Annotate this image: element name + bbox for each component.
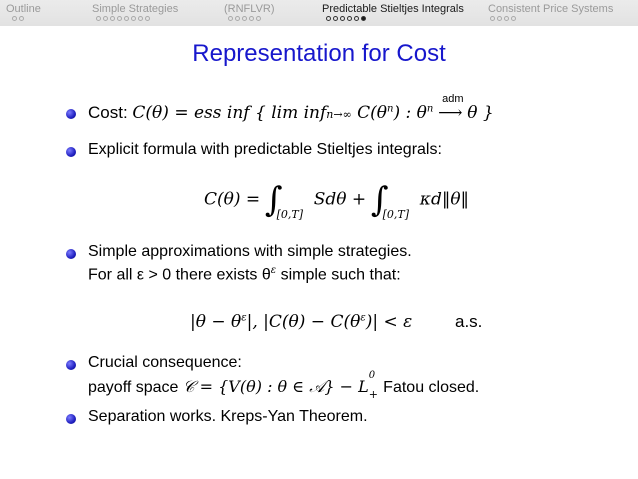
crucial-line1: Crucial consequence: xyxy=(88,354,242,371)
nav-dot-icon[interactable] xyxy=(333,16,338,21)
bullet-icon xyxy=(66,360,76,370)
crucial-line2a: payoff space xyxy=(88,379,179,396)
cost-formula-sup2: n xyxy=(426,103,434,115)
integral-sign-2: ∫ xyxy=(370,180,389,220)
cost-formula-sup: n xyxy=(387,103,394,115)
nav-dot-icon[interactable] xyxy=(347,16,352,21)
nav-dot-icon[interactable] xyxy=(96,16,101,21)
cost-formula-mid: C(θ xyxy=(351,103,388,123)
nav-item-outline[interactable]: Outline xyxy=(6,3,41,15)
nav-dot-icon[interactable] xyxy=(12,16,17,21)
nav-dot-icon[interactable] xyxy=(511,16,516,21)
approx-formula-a: |θ − θ xyxy=(190,312,242,332)
nav-dot-icon[interactable] xyxy=(504,16,509,21)
cost-label: Cost: xyxy=(88,103,128,122)
simple-approx-line2b: simple such that: xyxy=(276,266,401,284)
nav-dot-icon[interactable] xyxy=(354,16,359,21)
simple-approx-line1: Simple approximations with simple strategies. xyxy=(88,243,412,260)
cost-formula-mid2: ) : θ xyxy=(393,103,427,123)
nav-item-rnflvr[interactable]: (RNFLVR) xyxy=(224,3,275,15)
nav-dots-predictable-stieltjes[interactable] xyxy=(326,16,368,24)
simple-approx-line2a: For all ε > 0 there exists θ xyxy=(88,266,271,284)
approx-sup1: ε xyxy=(241,312,247,324)
separation-text: Separation works. Kreps-Yan Theorem. xyxy=(88,408,368,425)
nav-item-consistent-price-systems[interactable]: Consistent Price Systems xyxy=(488,3,614,15)
simple-approx-line2 xyxy=(88,265,401,284)
nav-dots-rnflvr[interactable] xyxy=(228,16,263,24)
nav-dot-icon[interactable] xyxy=(228,16,233,21)
nav-item-predictable-stieltjes[interactable]: Predictable Stieltjes Integrals xyxy=(322,3,464,15)
nav-dots-simple-strategies[interactable] xyxy=(96,16,152,24)
approx-formula-c: )| < ε xyxy=(365,312,413,332)
nav-dot-icon[interactable] xyxy=(490,16,495,21)
nav-item-simple-strategies[interactable]: Simple Strategies xyxy=(92,3,179,15)
cost-formula: C(θ) = ess inf { lim inf xyxy=(132,103,327,123)
integral-mid: Sdθ + xyxy=(313,189,367,210)
almost-surely-label: a.s. xyxy=(455,312,483,331)
nav-dot-icon[interactable] xyxy=(242,16,247,21)
nav-dot-icon[interactable] xyxy=(117,16,122,21)
payoff-space-formula: 𝒞 = {V(θ) : θ ∈ 𝒜} − L xyxy=(182,377,369,396)
nav-dot-icon[interactable] xyxy=(110,16,115,21)
nav-dot-icon[interactable] xyxy=(103,16,108,21)
bullet-icon xyxy=(66,414,76,424)
integral-lhs: C(θ) = xyxy=(204,189,261,210)
nav-dots-outline[interactable] xyxy=(12,16,26,24)
integral-range-2: [0,T] xyxy=(382,208,410,222)
crucial-line2 xyxy=(88,370,480,401)
slide-title: Representation for Cost xyxy=(192,40,446,67)
cost-formula-limit: n→∞ xyxy=(326,108,352,121)
approximation-formula xyxy=(190,312,412,332)
nav-dot-icon[interactable] xyxy=(497,16,502,21)
nav-dot-icon[interactable] xyxy=(19,16,24,21)
nav-dot-icon[interactable] xyxy=(131,16,136,21)
nav-dot-icon[interactable] xyxy=(124,16,129,21)
adm-label: adm xyxy=(442,93,464,105)
approx-formula-b: |, |C(θ) − C(θ xyxy=(246,312,361,332)
integral-sign-1: ∫ xyxy=(264,180,283,220)
bullet-icon xyxy=(66,249,76,259)
nav-dot-icon[interactable] xyxy=(145,16,150,21)
nav-dots-consistent-price-systems[interactable] xyxy=(490,16,518,24)
cost-formula-end: θ } xyxy=(467,103,494,123)
nav-dot-icon[interactable] xyxy=(361,16,366,21)
bullet-icon xyxy=(66,109,76,119)
nav-dot-icon[interactable] xyxy=(340,16,345,21)
approx-sup2: ε xyxy=(360,312,366,324)
section-navigation-bar xyxy=(0,0,638,26)
bullet-icon xyxy=(66,147,76,157)
integral-range-1: [0,T] xyxy=(276,208,304,222)
payoff-sup: 0 xyxy=(368,370,376,381)
integral-rhs: κd‖θ‖ xyxy=(419,189,470,210)
nav-dot-icon[interactable] xyxy=(256,16,261,21)
stieltjes-integral-formula xyxy=(204,180,469,220)
explicit-formula-text: Explicit formula with predictable Stieltjes integrals: xyxy=(88,141,442,158)
nav-dot-icon[interactable] xyxy=(235,16,240,21)
simple-approx-sup: ε xyxy=(270,265,277,276)
nav-dot-icon[interactable] xyxy=(326,16,331,21)
adm-arrow: ⟶ xyxy=(438,103,463,123)
nav-dot-icon[interactable] xyxy=(138,16,143,21)
nav-dot-icon[interactable] xyxy=(249,16,254,21)
crucial-line2c: Fatou closed. xyxy=(383,379,480,396)
payoff-sub: + xyxy=(368,388,378,401)
